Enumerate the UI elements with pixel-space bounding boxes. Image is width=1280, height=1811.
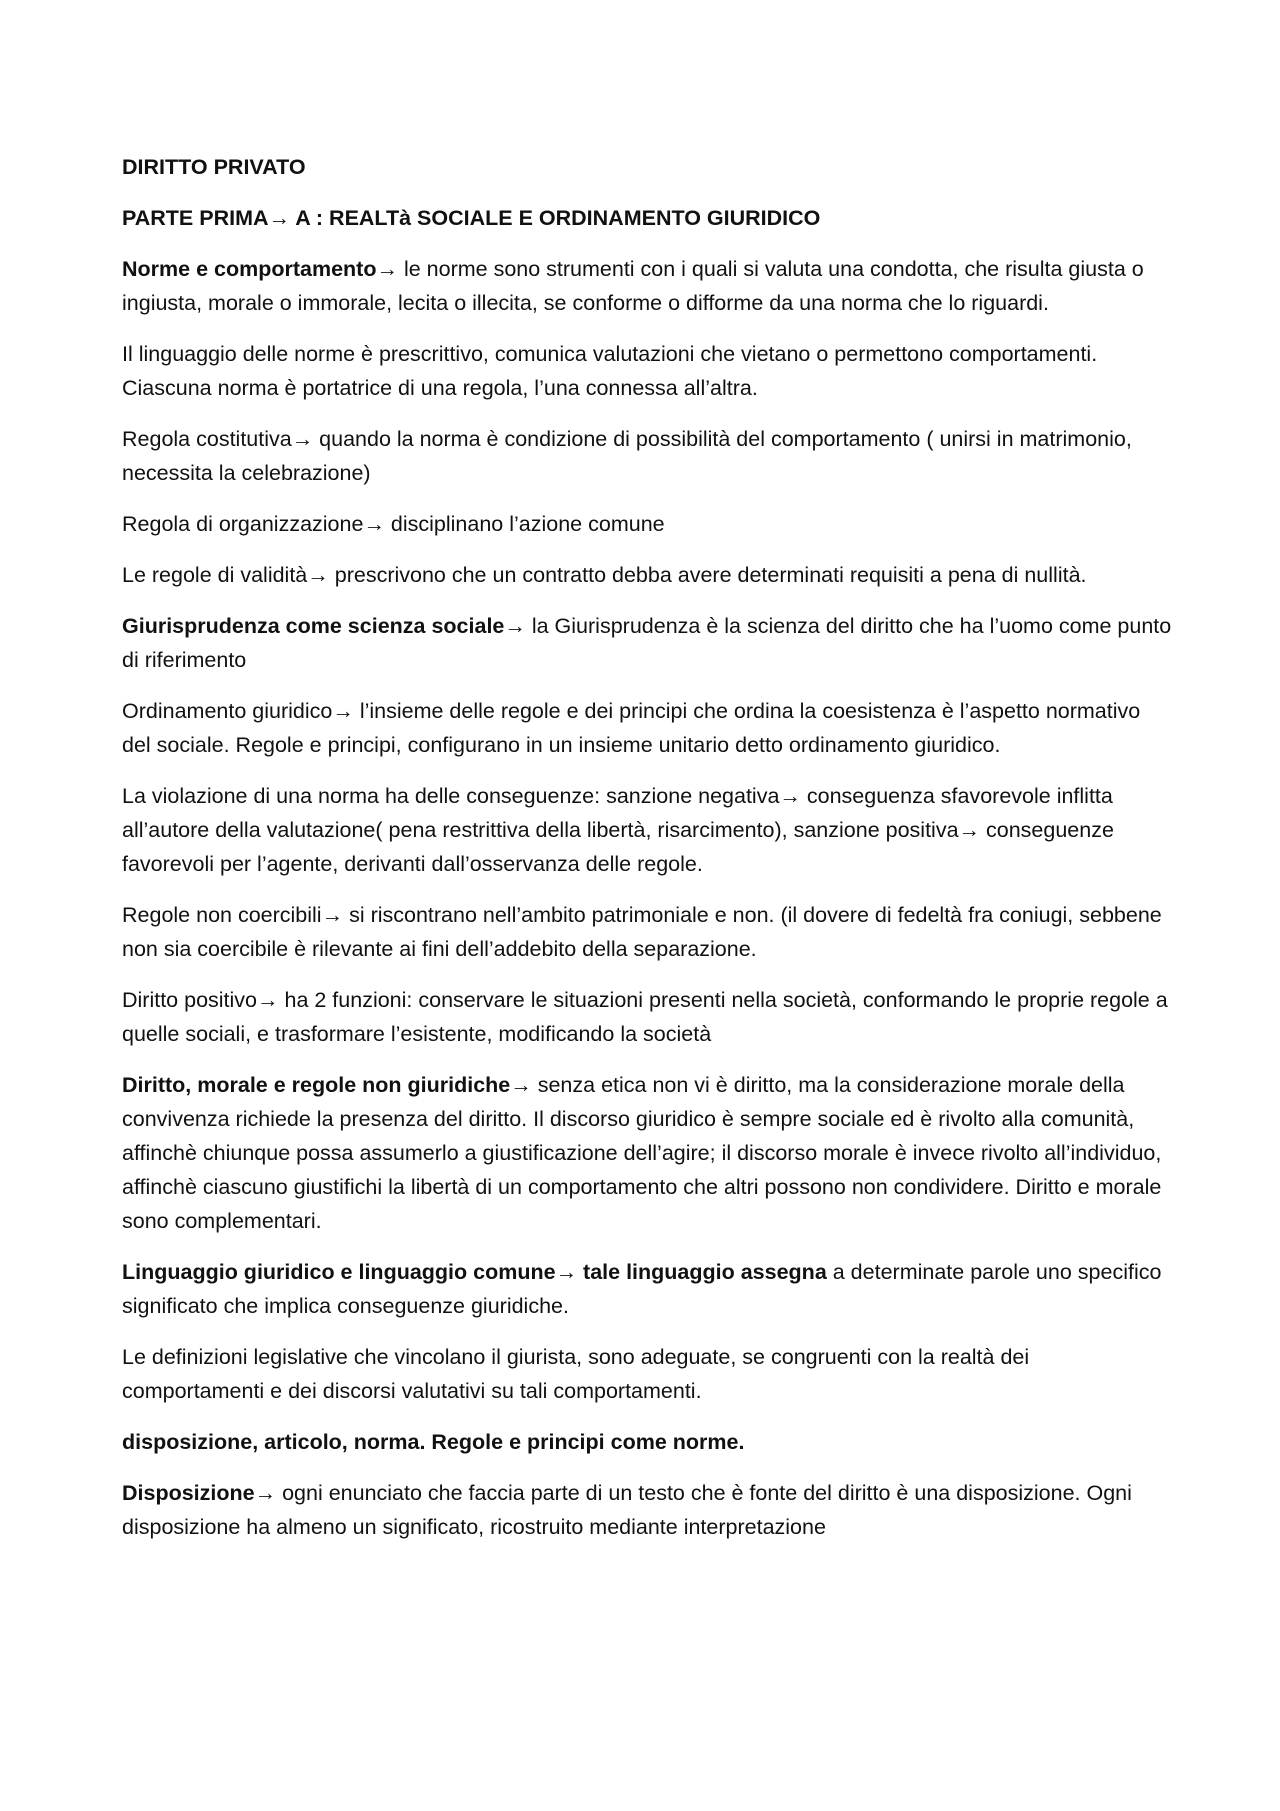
paragraph-lead: Norme e comportamento: [122, 257, 377, 281]
paragraph-regola-organizzazione: [122, 507, 1172, 541]
paragraph-lead: Linguaggio giuridico e linguaggio comune: [122, 1260, 556, 1284]
paragraph-text: disciplinano l’azione comune: [384, 512, 665, 536]
paragraph-regole-validita: [122, 558, 1172, 592]
paragraph-text: La violazione di una norma ha delle conseguenze: sanzione negativa: [122, 784, 780, 808]
paragraph-text: conseguenze favorevoli per l’agente, derivanti dall’osservanza delle regole.: [122, 818, 1114, 876]
paragraph-regole-non-coercibili: [122, 898, 1172, 966]
paragraph-text: la Giurisprudenza è la scienza del diritto che ha l’uomo come punto di riferimento: [122, 614, 1172, 672]
paragraph-lead: Diritto, morale e regole non giuridiche: [122, 1073, 511, 1097]
arrow-icon: →: [779, 784, 801, 808]
paragraph-disposizione: [122, 1476, 1172, 1544]
paragraph-lead: Regola costitutiva: [122, 427, 292, 451]
paragraph-text: senza etica non vi è diritto, ma la considerazione morale della convivenza richiede la presenza del diritto. Il discorso giuridico è sempre sociale ed è rivolto alla comunità, affinchè chiunque possa assumerlo a giustificazione dell’agire; il discorso morale è invece rivolto all’individuo, affinchè ciascuno giustifichi la libertà di un comportamento che altri possono non condividere. Diritto e morale sono complementari.: [122, 1073, 1162, 1233]
paragraph-text: si riscontrano nell’ambito patrimoniale e non. (il dovere di fedeltà fra coniugi, sebbene non sia coercibile è rilevante ai fini dell’addebito della separazione.: [122, 903, 1162, 961]
paragraph-text: Il linguaggio delle norme è prescrittivo, comunica valutazioni che vietano o permettono comportamenti. Ciascuna norma è portatrice di una regola, l’una connessa all’altra.: [122, 342, 1098, 400]
paragraph-giurisprudenza: [122, 609, 1172, 677]
paragraph-text: a determinate parole uno specifico significato che implica conseguenze giuridiche.: [122, 1260, 1162, 1318]
arrow-icon: →: [504, 614, 526, 638]
paragraph-regola-costitutiva: [122, 422, 1172, 490]
paragraph-lead: Disposizione: [122, 1481, 255, 1505]
paragraph-linguaggio-norme: [122, 337, 1172, 405]
paragraph-text: l’insieme delle regole e dei principi che ordina la coesistenza è l’aspetto normativo del sociale. Regole e principi, configurano in un insieme unitario detto ordinamento giuridico.: [122, 699, 1141, 757]
part-heading: PARTE PRIMA→ A : REALTà SOCIALE E ORDINAMENTO GIURIDICO: [122, 206, 821, 230]
arrow-icon: →: [363, 512, 385, 536]
arrow-icon: →: [254, 1481, 277, 1505]
paragraph-text: quando la norma è condizione di possibilità del comportamento ( unirsi in matrimonio, necessita la celebrazione): [122, 427, 1132, 485]
paragraph-text: ogni enunciato che faccia parte di un testo che è fonte del diritto è una disposizione. Ogni disposizione ha almeno un significato, ricostruito mediante interpretazione: [122, 1481, 1132, 1539]
paragraph-ordinamento-giuridico: [122, 694, 1172, 762]
arrow-icon: →: [376, 257, 398, 281]
arrow-icon: →: [268, 206, 291, 230]
paragraph-lead: Diritto positivo: [122, 988, 258, 1012]
document-page: [122, 150, 1172, 1561]
paragraph-text: prescrivono che un contratto debba avere determinati requisiti a pena di nullità.: [328, 563, 1087, 587]
paragraph-lead: Regole non coercibili: [122, 903, 322, 927]
paragraph-violazione-norma: [122, 779, 1172, 881]
paragraph-diritto-morale: [122, 1068, 1172, 1238]
paragraph-text: disposizione, articolo, norma. Regole e principi come norme.: [122, 1430, 745, 1454]
arrow-icon: →: [958, 818, 981, 842]
paragraph-text: Le definizioni legislative che vincolano il giurista, sono adeguate, se congruenti con la realtà dei comportamenti e dei discorsi valutativi su tali comportamenti.: [122, 1345, 1030, 1403]
paragraph-text: ha 2 funzioni: conservare le situazioni presenti nella società, conformando le proprie regole a quelle sociali, e trasformare l’esistente, modificando la società: [122, 988, 1168, 1046]
paragraph-lead: Ordinamento giuridico: [122, 699, 333, 723]
section-heading-disposizione: [122, 1425, 1172, 1459]
paragraph-lead: Le regole di validità: [122, 563, 308, 587]
paragraph-lead: tale linguaggio assegna: [577, 1260, 827, 1284]
paragraph-text: conseguenza sfavorevole inflitta all’autore della valutazione( pena restrittiva della libertà, risarcimento), sanzione positiva: [122, 784, 1113, 842]
paragraph-lead: Regola di organizzazione: [122, 512, 364, 536]
arrow-icon: →: [321, 903, 344, 927]
document-title: DIRITTO PRIVATO: [122, 155, 306, 179]
arrow-icon: →: [332, 699, 354, 723]
paragraph-norme-comportamento: [122, 252, 1172, 320]
paragraph-text: le norme sono strumenti con i quali si valuta una condotta, che risulta giusta o ingiusta, morale o immorale, lecita o illecita, se conforme o difforme da una norma che lo riguardi.: [122, 257, 1144, 315]
arrow-icon: →: [307, 563, 329, 587]
arrow-icon: →: [257, 988, 279, 1012]
arrow-icon: →: [291, 427, 314, 451]
paragraph-linguaggio-giuridico: [122, 1255, 1172, 1323]
paragraph-lead: Giurisprudenza come scienza sociale: [122, 614, 505, 638]
arrow-icon: →: [555, 1260, 578, 1284]
paragraph-definizioni-legislative: [122, 1340, 1172, 1408]
arrow-icon: →: [510, 1073, 532, 1097]
paragraph-diritto-positivo: [122, 983, 1172, 1051]
